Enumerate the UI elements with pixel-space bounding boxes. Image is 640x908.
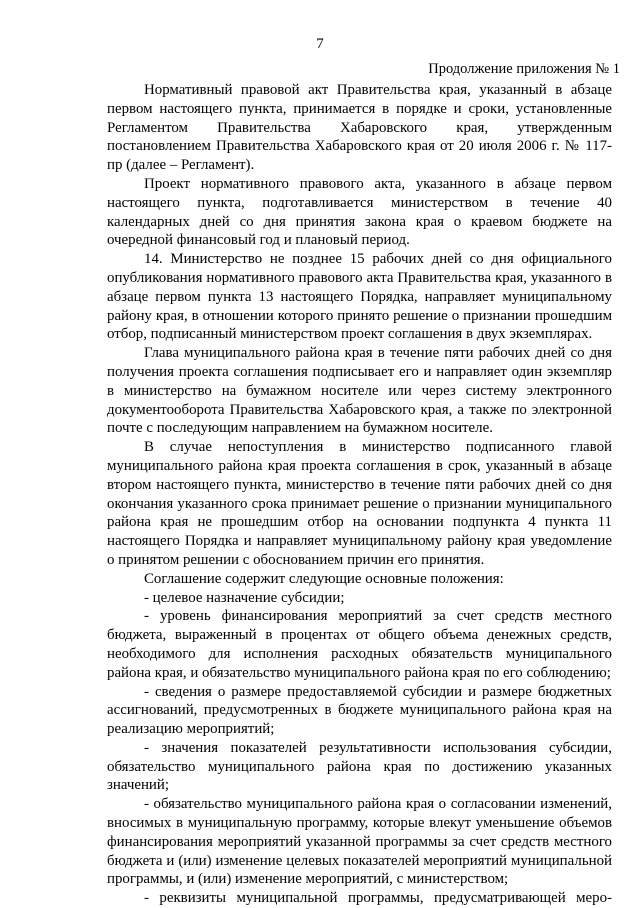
paragraph: Нормативный правовой акт Правительства края, указанный в абзаце первом настоящего пункта, принимается в порядке и сроки, установленные Регламентом Правительства Хабаровского края, утвержденным постановлением Правительства Хабаровского края от 20 июля 2006 г. № 117-пр (далее – Регламент).	[107, 82, 612, 174]
paragraph: Проект нормативного правового акта, указанного в абзаце первом настоящего пункта, подготавливается министерством в течение 40 календарных дней со дня принятия закона края о краевом бюджете на очередной финансовый год и плановый период.	[107, 175, 612, 249]
list-item: - сведения о размере предоставляемой субсидии и размере бюджетных ассигнований, предусмотренных в бюджете муниципального района края на реализацию мероприятий;	[107, 683, 612, 738]
list-item: - целевое назначение субсидии;	[144, 589, 345, 606]
paragraph: Глава муниципального района края в течение пяти рабочих дней со дня получения проекта соглашения подписывает его и направляет один экземпляр в министерство на бумажном носителе или через систему электронного документооборота Правительства Хабаровского края, а также по электронной почте с последующим направлением на бумажном носителе.	[107, 345, 612, 437]
list-item: - значения показателей результативности использования субсидии, обязательство муниципального района края по достижению указанных значений;	[107, 739, 612, 794]
page-number: 7	[316, 36, 324, 52]
paragraph: 14. Министерство не позднее 15 рабочих дней со дня официального опубликования нормативного правового акта Правительства края, указанного в абзаце первом пункта 13 настоящего Порядка, направляет муниципальному району края, в отношении которого принято решение о признании прошедшим отбор, подписанный министерством проект соглашения в двух экземплярах.	[107, 251, 612, 343]
paragraph: В случае непоступления в министерство подписанного главой муниципального района края проекта соглашения в срок, указанный в абзаце втором настоящего пункта, министерство в течение пяти рабочих дней со дня окончания указанного срока принимает решение о признании муниципального района края не прошедшим отбор на основании подпункта 4 пункта 11 настоящего Порядка и направляет муниципальному району края уведомление о принятом решении с обоснованием причин его принятия.	[107, 439, 612, 568]
paragraph: Соглашение содержит следующие основные положения:	[144, 570, 504, 587]
list-item: - обязательство муниципального района края о согласовании изменений, вносимых в муниципальную программу, которые влекут уменьшение объемов финансирования мероприятий указанной программы за счет средств местного бюджета и (или) изменение целевых показателей мероприятий муниципальной программы, и (или) изменение мероприятий, с министерством;	[107, 796, 612, 888]
list-item: - реквизиты муниципальной программы, предусматривающей меро-	[144, 890, 612, 907]
list-item: - уровень финансирования мероприятий за счет средств местного бюджета, выраженный в процентах от общего объема денежных средств, необходимого для исполнения расходных обязательств муниципального района края, и обязательство муниципального района края по его соблюдению;	[107, 608, 612, 681]
continuation-label: Продолжение приложения № 1	[428, 61, 620, 77]
document-body	[107, 81, 612, 908]
